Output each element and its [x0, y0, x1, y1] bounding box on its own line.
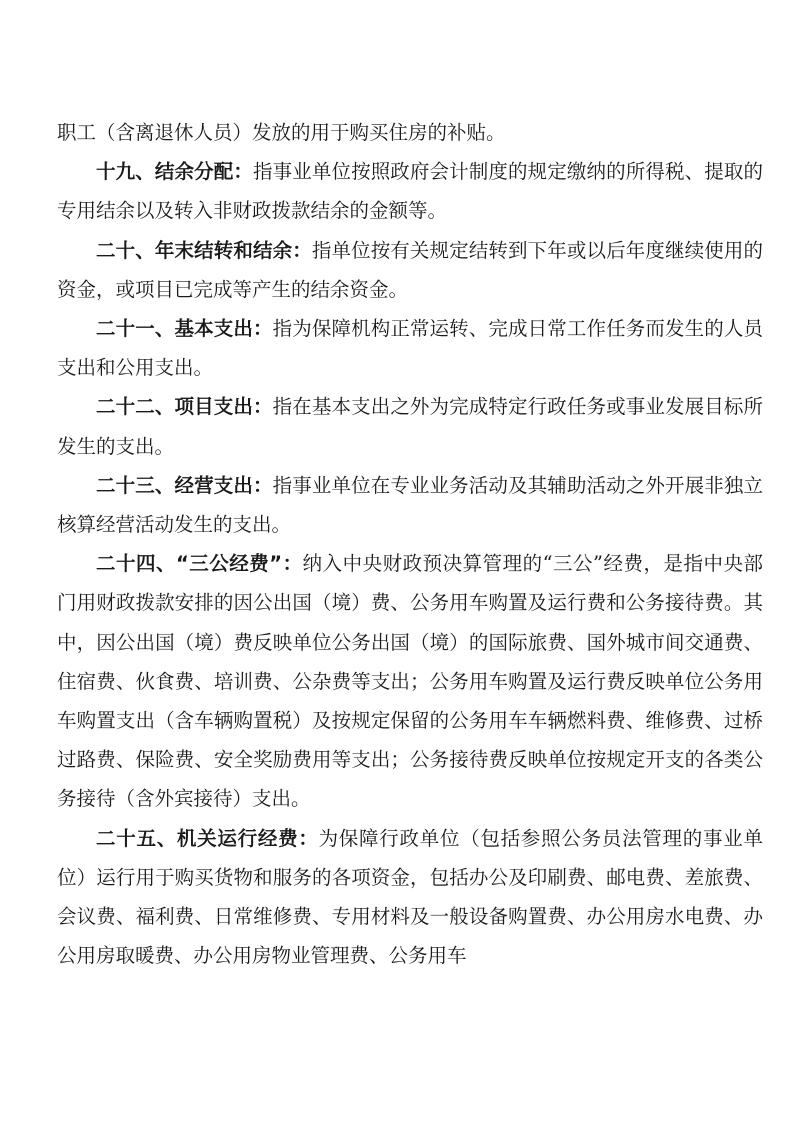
paragraph-term: 二十五、机关运行经费：	[96, 826, 319, 850]
paragraph-term: 二十四、“三公经费”：	[96, 552, 303, 576]
paragraph-23-operating-expenditure	[57, 466, 763, 544]
paragraph-24-three-public-expenses	[57, 544, 763, 818]
paragraph-22-project-expenditure	[57, 387, 763, 465]
paragraph-25-agency-operating-funds	[57, 819, 763, 976]
paragraph-term: 二十三、经营支出：	[96, 473, 273, 497]
paragraph-text: 指事业单位按照政府会计制度的规定缴纳的所得税、提取的专用结余以及转入非财政拨款结余的金额等。	[57, 160, 763, 223]
document-page	[57, 113, 763, 975]
paragraph-term: 二十二、项目支出：	[96, 395, 273, 419]
paragraph-19-surplus-distribution	[57, 152, 763, 230]
paragraph-20-year-end-carryover	[57, 231, 763, 309]
paragraph-text: 职工（含离退休人员）发放的用于购买住房的补贴。	[57, 121, 506, 144]
paragraph-text: 为保障行政单位（包括参照公务员法管理的事业单位）运行用于购买货物和服务的各项资金，包括办公及印刷费、邮电费、差旅费、会议费、福利费、日常维修费、专用材料及一般设备购置费、办公用房水电费、办公用房取暖费、办公用房物业管理费、公务用车	[57, 826, 763, 968]
paragraph-21-basic-expenditure	[57, 309, 763, 387]
paragraph-text: 指事业单位在专业业务活动及其辅助活动之外开展非独立核算经营活动发生的支出。	[57, 473, 763, 537]
paragraph-continuation	[57, 113, 763, 152]
paragraph-term: 十九、结余分配：	[96, 160, 253, 184]
paragraph-text: 指在基本支出之外为完成特定行政任务或事业发展目标所发生的支出。	[57, 395, 763, 458]
paragraph-term: 二十一、基本支出：	[96, 317, 273, 341]
paragraph-text: 指单位按有关规定结转到下年或以后年度继续使用的资金，或项目已完成等产生的结余资金。	[57, 238, 763, 301]
paragraph-text: 指为保障机构正常运转、完成日常工作任务而发生的人员支出和公用支出。	[57, 317, 763, 380]
paragraph-text: 纳入中央财政预决算管理的“三公”经费，是指中央部门用财政拨款安排的因公出国（境）费、公务用车购置及运行费和公务接待费。其中，因公出国（境）费反映单位公务出国（境）的国际旅费、国外城市间交通费、住宿费、伙食费、培训费、公杂费等支出；公务用车购置及运行费反映单位公务用车购置支出（含车辆购置税）及按规定保留的公务用车车辆燃料费、维修费、过桥过路费、保险费、安全奖励费用等支出；公务接待费反映单位按规定开支的各类公务接待（含外宾接待）支出。	[57, 552, 763, 811]
paragraph-term: 二十、年末结转和结余：	[96, 238, 312, 262]
